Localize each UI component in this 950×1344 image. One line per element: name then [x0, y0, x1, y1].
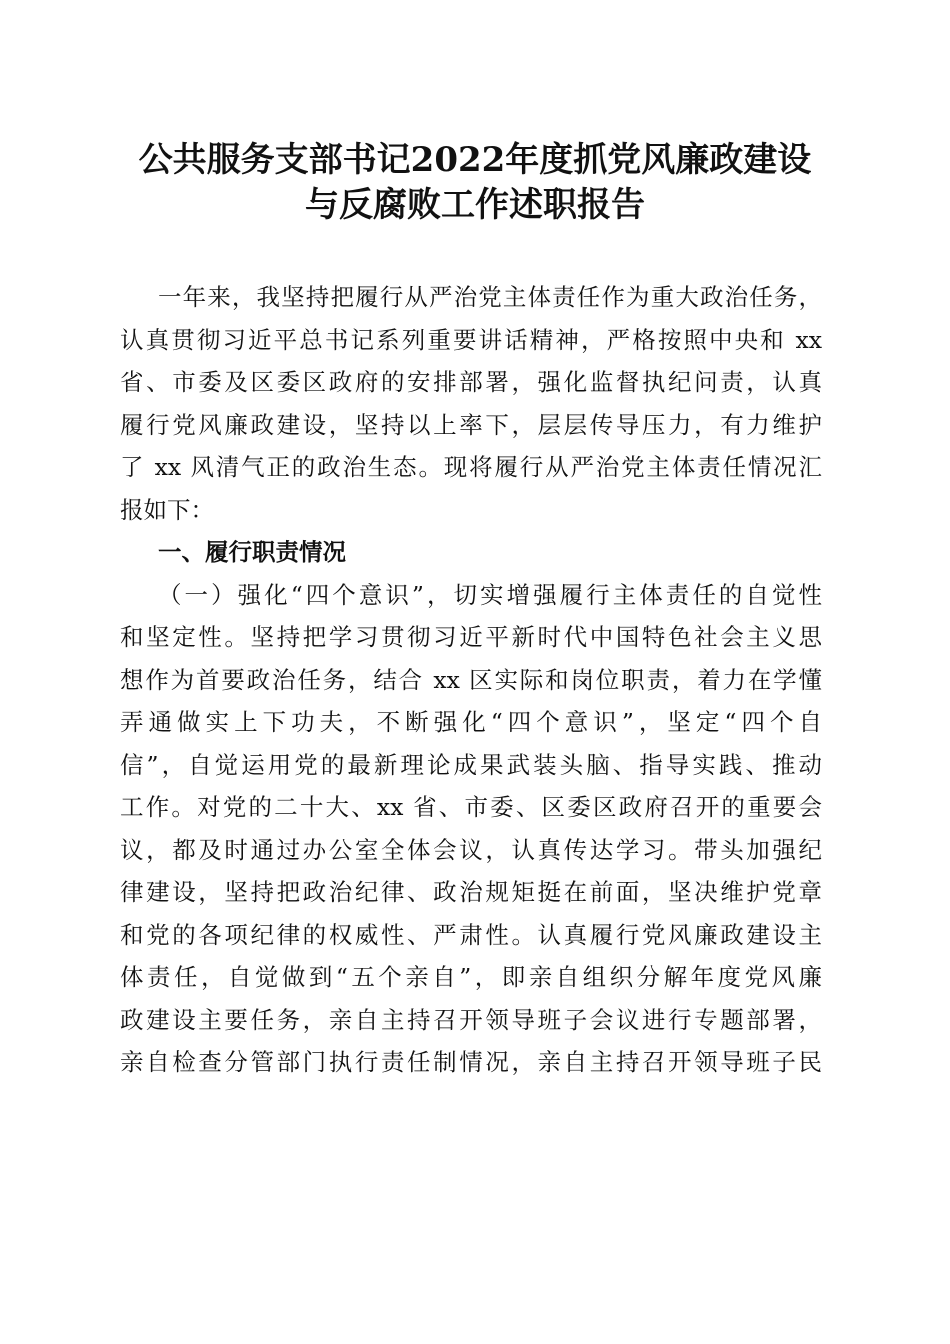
document-title	[0, 138, 950, 228]
text-line: 想作为首要政治任务，结合 xx 区实际和岗位职责，着力在学懂	[120, 665, 822, 694]
text-line: 报如下：	[120, 495, 214, 524]
document-body	[120, 276, 822, 1084]
text-line: 认真贯彻习近平总书记系列重要讲话精神，严格按照中央和 xx	[120, 325, 822, 354]
text-line: 和坚定性。坚持把学习贯彻习近平新时代中国特色社会主义思	[120, 623, 822, 651]
text-line: 一年来，我坚持把履行从严治党主体责任作为重大政治任务，	[158, 283, 822, 311]
title-line-2: 与反腐败工作述职报告	[305, 185, 645, 225]
text-line: 体责任，自觉做到“五个亲自”，即亲自组织分解年度党风廉	[120, 963, 822, 991]
text-line: 信”，自觉运用党的最新理论成果武装头脑、指导实践、推动	[120, 750, 822, 779]
text-line: 弄通做实上下功夫，不断强化“四个意识”，坚定“四个自	[120, 708, 822, 736]
subsection-paragraph	[120, 574, 822, 1084]
text-line: 工作。对党的二十大、xx 省、市委、区委区政府召开的重要会	[120, 793, 822, 821]
text-line: 议，都及时通过办公室全体会议，认真传达学习。带头加强纪	[120, 835, 822, 864]
text-line: 政建设主要任务，亲自主持召开领导班子会议进行专题部署，	[120, 1005, 822, 1034]
text-line: （一）强化“四个意识”，切实增强履行主体责任的自觉性	[158, 580, 822, 609]
section-heading: 一、履行职责情况	[158, 538, 346, 566]
text-line: 律建设，坚持把政治纪律、政治规矩挺在前面，坚决维护党章	[120, 878, 822, 906]
text-line: 省、市委及区委区政府的安排部署，强化监督执纪问责，认真	[120, 368, 822, 396]
text-line: 了 xx 风清气正的政治生态。现将履行从严治党主体责任情况汇	[120, 453, 822, 481]
intro-paragraph	[120, 276, 822, 531]
text-line: 亲自检查分管部门执行责任制情况，亲自主持召开领导班子民	[120, 1048, 822, 1076]
text-line: 和党的各项纪律的权威性、严肃性。认真履行党风廉政建设主	[120, 920, 822, 949]
title-line-1: 公共服务支部书记2022年度抓党风廉政建设	[138, 140, 812, 180]
text-line: 履行党风廉政建设，坚持以上率下，层层传导压力，有力维护	[120, 410, 822, 439]
